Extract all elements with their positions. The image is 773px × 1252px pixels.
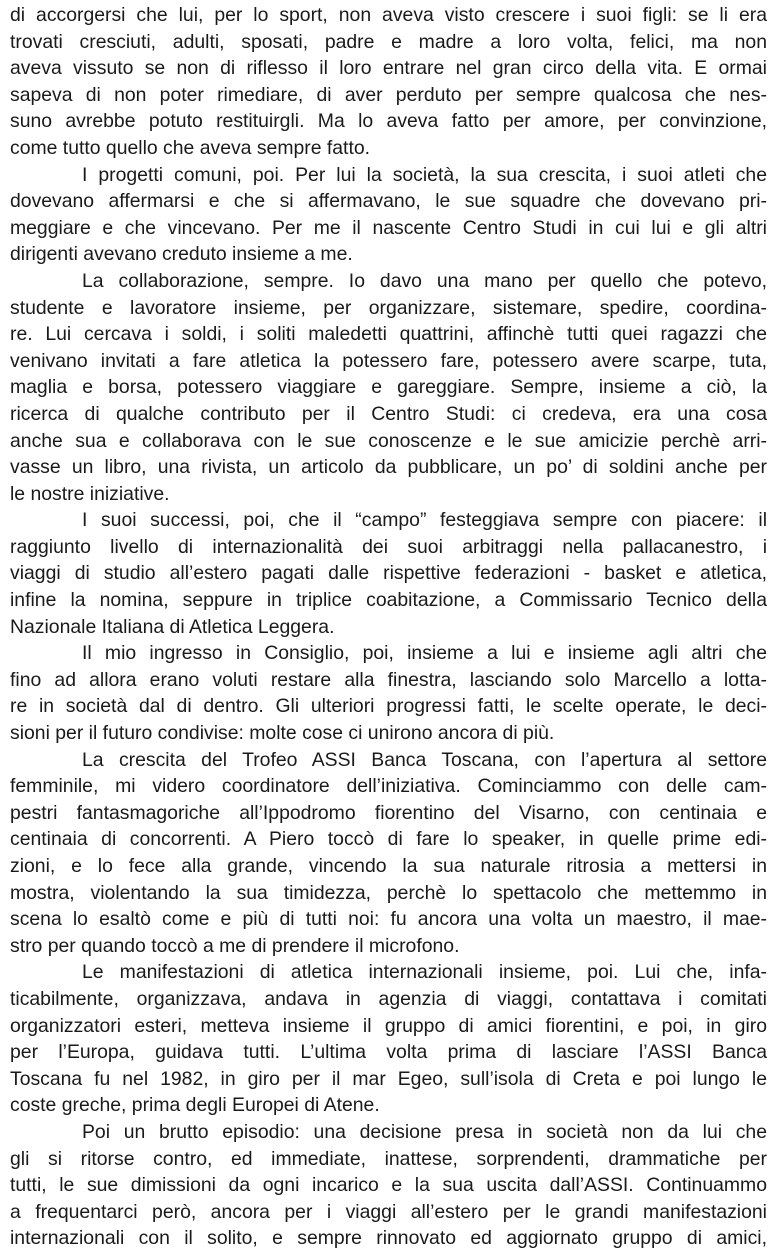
text-line: mostra, violentando la sua timidezza, perchè lo spettacolo che mettemmo in [10,881,767,904]
text-line: venivano invitati a fare atletica la potessero fare, potessero avere scarpe, tuta, [10,349,767,372]
text-line: studente e lavoratore insieme, per organizzare, sistemare, spedire, coordina- [10,296,767,319]
text-line: anche sua e collaborava con le sue conoscenze e le sue amicizie perchè arri- [10,429,767,452]
text-line: dirigenti avevano creduto insieme a me. [10,243,353,266]
text-line: di accorgersi che lui, per lo sport, non aveva visto crescere i suoi figli: se li era [10,4,767,26]
text-line: stro per quando toccò a me di prendere il microfono. [10,934,460,957]
text-line: internazionali con il solito, e sempre rinnovato ed aggiornato gruppo di amici, [10,1227,767,1250]
text-line: meggiare e che vincevano. Per me il nascente Centro Studi in cui lui e gli altri [10,216,767,239]
text-line: infine la nomina, seppure in triplice coabitazione, a Commissario Tecnico della [10,589,767,612]
text-line: coste greche, prima degli Europei di Atene. [10,1094,380,1117]
text-line: tutti, le sue dimissioni da ogni incarico e la sua uscita dall’ASSI. Continuammo [10,1174,767,1197]
text-line: ticabilmente, organizzava, andava in agenzia di viaggi, contattava i comitati [10,987,767,1010]
text-line: re in società dal di dentro. Gli ulteriori progressi fatti, le scelte operate, le deci- [10,695,767,718]
text-line: maglia e borsa, potessero viaggiare e gareggiare. Sempre, insieme a ciò, la [10,376,767,399]
text-line: La crescita del Trofeo ASSI Banca Toscana, con l’apertura al settore [82,748,767,771]
document-page [10,2,767,1252]
text-line: Le manifestazioni di atletica internazionali insieme, poi. Lui che, infa- [82,961,767,984]
text-line: femminile, mi videro coordinatore dell’iniziativa. Cominciammo con delle cam- [10,775,767,798]
text-line: a frequentarci però, ancora per i viaggi all’estero per le grandi manifestazioni [10,1200,767,1223]
text-line: pestri fantasmagoriche all’Ippodromo fiorentino del Visarno, con centinaia e [10,801,767,824]
text-line: dovevano affermarsi e che si affermavano, le sue squadre che dovevano pri- [10,190,767,213]
text-line: trovati cresciuti, adulti, sposati, padre e madre a loro volta, felici, ma non [10,30,767,53]
text-line: sioni per il futuro condivise: molte cose ci unirono ancora di più. [10,722,555,745]
text-line: Toscana fu nel 1982, in giro per il mar Egeo, sull’isola di Creta e poi lungo le [10,1067,767,1090]
text-line: I suoi successi, poi, che il “campo” festeggiava sempre con piacere: il [82,509,767,532]
text-line: Il mio ingresso in Consiglio, poi, insieme a lui e insieme agli altri che [82,642,767,665]
text-line: Poi un brutto episodio: una decisione presa in società non da lui che [82,1120,767,1143]
text-line: aveva vissuto se non di riflesso il loro entrare nel gran circo della vita. E ormai [10,57,767,80]
text-line: I progetti comuni, poi. Per lui la società, la sua crescita, i suoi atleti che [82,163,767,186]
text-line: organizzatori esteri, metteva insieme il gruppo di amici fiorentini, e poi, in giro [10,1014,767,1037]
text-line: suno avrebbe potuto restituirgli. Ma lo aveva fatto per amore, per convinzione, [10,110,767,133]
text-line: gli si ritorse contro, ed immediate, inattese, sorprendenti, drammatiche per [10,1147,767,1170]
text-line: fino ad allora erano voluti restare alla finestra, lasciando solo Marcello a lotta- [10,668,767,691]
text-line: viaggi di studio all’estero pagati dalle rispettive federazioni - basket e atletica, [10,562,767,585]
text-line: raggiunto livello di internazionalità dei suoi arbitraggi nella pallacanestro, i [10,535,767,558]
text-line: come tutto quello che aveva sempre fatto. [10,136,371,159]
text-line: scena lo esaltò come e più di tutti noi: fu ancora una volta un maestro, il mae- [10,908,767,931]
text-line: sapeva di non poter rimediare, di aver perduto per sempre qualcosa che nes- [10,83,767,106]
text-line: per l’Europa, guidava tutti. L’ultima volta prima di lasciare l’ASSI Banca [10,1041,767,1064]
text-line: ricerca di qualche contributo per il Centro Studi: ci credeva, era una cosa [10,402,767,425]
text-line: re. Lui cercava i soldi, i soliti maledetti quattrini, affinchè tutti quei ragazzi che [10,323,767,346]
text-line: Nazionale Italiana di Atletica Leggera. [10,615,335,638]
text-line: La collaborazione, sempre. Io davo una mano per quello che potevo, [82,269,767,292]
text-line: zioni, e lo fece alla grande, vincendo la sua naturale ritrosia a mettersi in [10,855,767,877]
text-line: le nostre iniziative. [10,482,170,505]
text-line: vasse un libro, una rivista, un articolo da pubblicare, un po’ di soldini anche per [10,456,767,479]
text-line: centinaia di concorrenti. A Piero toccò di fare lo speaker, in quelle prime edi- [10,828,767,851]
